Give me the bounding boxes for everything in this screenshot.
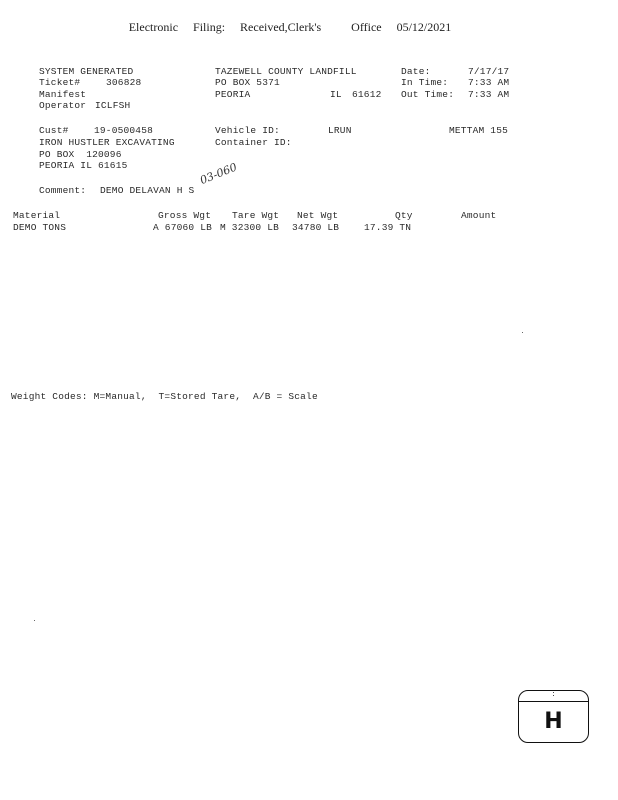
customer-city: PEORIA IL 61615 xyxy=(39,160,128,171)
speck xyxy=(34,620,35,621)
date-label: Date: xyxy=(401,66,431,77)
landfill-zip: 61612 xyxy=(352,89,382,100)
filing-stamp-header: Electronic Filing: Received,Clerk's Office 05/12/2021 xyxy=(128,20,452,34)
date-value: 7/17/17 xyxy=(468,66,510,77)
weight-codes-legend: Weight Codes: M=Manual, T=Stored Tare, A/B = Scale xyxy=(11,391,318,402)
cust-number: 19-0500458 xyxy=(94,125,154,136)
stamp-divider xyxy=(519,701,588,702)
comment-label: Comment: xyxy=(39,185,87,196)
in-time-value: 7:33 AM xyxy=(468,77,510,88)
row-qty: 17.39 TN xyxy=(364,222,412,233)
handwritten-note: 03-060 xyxy=(198,160,239,187)
operator-label: Operator xyxy=(39,100,87,111)
speck xyxy=(522,332,523,333)
col-qty: Qty xyxy=(395,210,413,221)
row-net: 34780 LB xyxy=(292,222,340,233)
col-amount: Amount xyxy=(461,210,497,221)
cust-label: Cust# xyxy=(39,125,69,136)
stamp-mark: : xyxy=(552,689,555,698)
customer-code: METTAM 155 xyxy=(449,125,509,136)
row-gross: A 67060 LB xyxy=(153,222,213,233)
container-label: Container ID: xyxy=(215,137,292,148)
row-tare: M 32300 LB xyxy=(220,222,280,233)
vehicle-label: Vehicle ID: xyxy=(215,125,280,136)
system-generated-label: SYSTEM GENERATED xyxy=(39,66,134,77)
landfill-name: TAZEWELL COUNTY LANDFILL xyxy=(215,66,357,77)
customer-name: IRON HUSTLER EXCAVATING xyxy=(39,137,175,148)
in-time-label: In Time: xyxy=(401,77,449,88)
landfill-city: PEORIA xyxy=(215,89,251,100)
landfill-state: IL xyxy=(330,89,342,100)
stamp-letter: H xyxy=(544,709,563,734)
ticket-label: Ticket# xyxy=(39,77,81,88)
out-time-label: Out Time: xyxy=(401,89,455,100)
col-tare: Tare Wgt xyxy=(232,210,280,221)
ticket-number: 306828 xyxy=(106,77,142,88)
landfill-po-box: PO BOX 5371 xyxy=(215,77,280,88)
comment-value: DEMO DELAVAN H S xyxy=(100,185,195,196)
customer-po-box: PO BOX 120096 xyxy=(39,149,122,160)
vehicle-value: LRUN xyxy=(328,125,352,136)
col-material: Material xyxy=(13,210,61,221)
out-time-value: 7:33 AM xyxy=(468,89,510,100)
col-gross: Gross Wgt xyxy=(158,210,212,221)
col-net: Net Wgt xyxy=(297,210,339,221)
corner-stamp xyxy=(518,690,589,743)
manifest-label: Manifest xyxy=(39,89,87,100)
operator-value: ICLFSH xyxy=(95,100,131,111)
row-material: DEMO TONS xyxy=(13,222,67,233)
